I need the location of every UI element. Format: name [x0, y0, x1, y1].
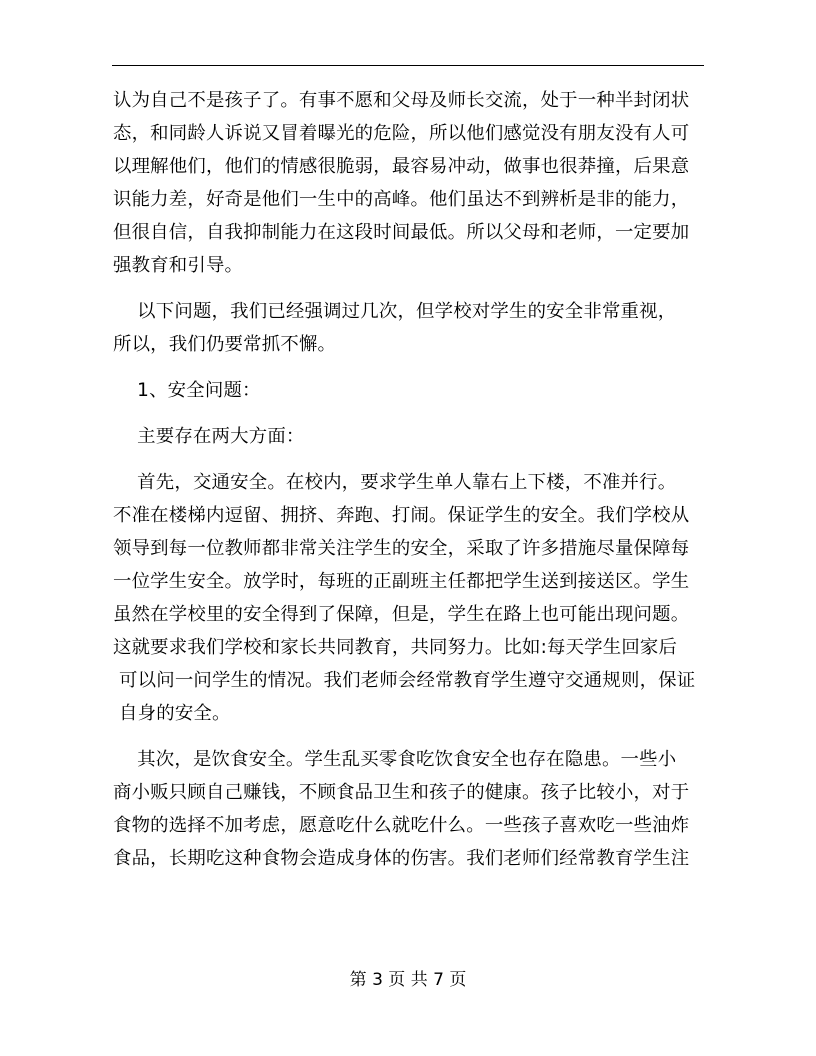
text-line: 领导到每一位教师都非常关注学生的安全，采取了许多措施尽量保障每 [113, 538, 690, 559]
paragraph [113, 84, 713, 282]
text-line: 一位学生安全。放学时，每班的正副班主任都把学生送到接送区。学生 [113, 571, 690, 592]
text-line: 食物的选择不加考虑，愿意吃什么就吃什么。一些孩子喜欢吃一些油炸 [113, 815, 690, 836]
text-line: 这就要求我们学校和家长共同教育，共同努力。比如:每天学生回家后 [113, 637, 678, 658]
text-line: 强教育和引导。 [113, 255, 244, 276]
header-rule [112, 65, 704, 66]
text-line: 不准在楼梯内逗留、拥挤、奔跑、打闹。保证学生的安全。我们学校从 [113, 505, 690, 526]
text-line: 自身的安全。 [113, 703, 231, 724]
text-line: 态，和同龄人诉说又冒着曝光的危险，所以他们感觉没有朋友没有人可 [113, 123, 690, 144]
paragraph [113, 295, 713, 361]
paragraph-gap [113, 407, 713, 420]
text-line: 可以问一问学生的情况。我们老师会经常教育学生遵守交通规则，保证 [113, 670, 696, 691]
text-line: 识能力差，好奇是他们一生中的高峰。他们虽达不到辨析是非的能力， [113, 189, 690, 210]
text-line: 但很自信，自我抑制能力在这段时间最低。所以父母和老师，一定要加 [113, 222, 690, 243]
section-heading: 1、安全问题： [113, 380, 261, 401]
paragraph-gap [113, 361, 713, 374]
text-line: 以下问题，我们已经强调过几次，但学校对学生的安全非常重视， [113, 301, 677, 322]
text-line: 食品，长期吃这种食物会造成身体的伤害。我们老师们经常教育学生注 [113, 848, 690, 869]
paragraph [113, 374, 713, 407]
text-line: 其次，是饮食安全。学生乱买零食吃饮食安全也存在隐患。一些小 [113, 749, 677, 770]
text-line: 商小贩只顾自己赚钱，不顾食品卫生和孩子的健康。孩子比较小，对于 [113, 782, 690, 803]
paragraph-gap [113, 282, 713, 295]
text-line: 所以，我们仍要常抓不懈。 [113, 334, 337, 355]
paragraph-gap [113, 453, 713, 466]
text-line: 首先，交通安全。在校内，要求学生单人靠右上下楼，不准并行。 [113, 472, 677, 493]
paragraph-gap [113, 730, 713, 743]
paragraph [113, 466, 713, 730]
text-line: 以理解他们，他们的情感很脆弱，最容易冲动，做事也很莽撞，后果意 [113, 156, 690, 177]
text-line: 认为自己不是孩子了。有事不愿和父母及师长交流，处于一种半封闭状 [113, 90, 690, 111]
text-line: 虽然在学校里的安全得到了保障，但是，学生在路上也可能出现问题。 [113, 604, 690, 625]
document-body [113, 84, 713, 875]
paragraph [113, 420, 713, 453]
paragraph [113, 743, 713, 875]
text-line: 主要存在两大方面： [113, 426, 305, 447]
page-number: 第 3 页 共 7 页 [349, 970, 467, 990]
